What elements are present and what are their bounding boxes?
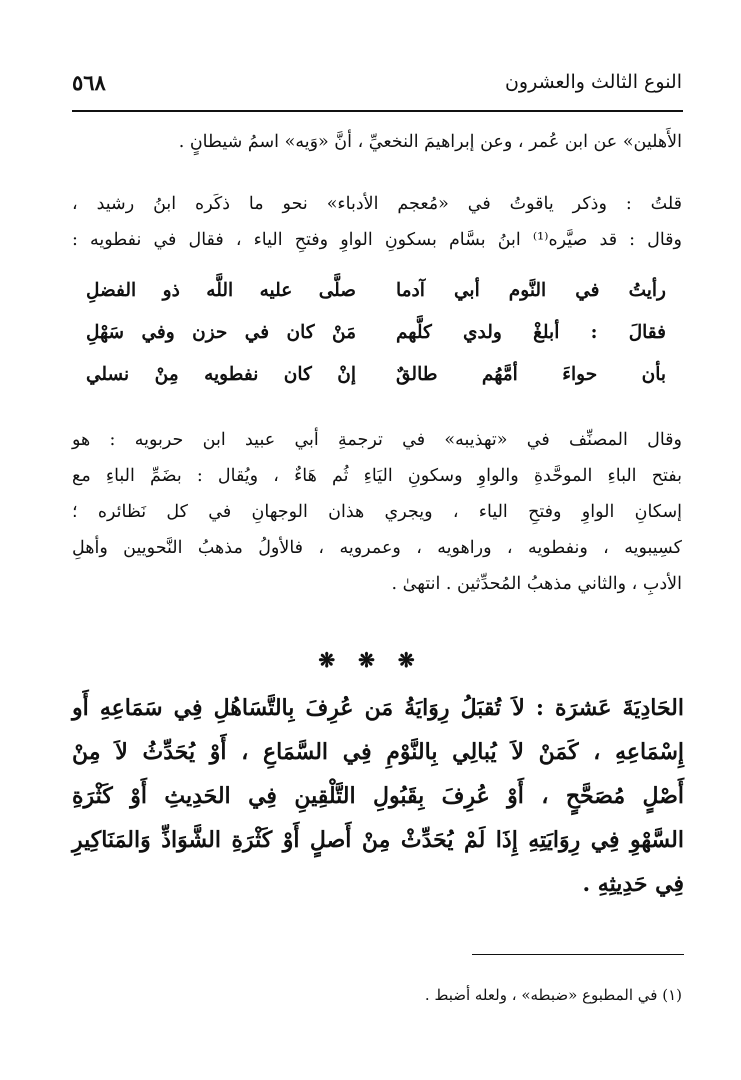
text-line: وقال المصنِّف في «تهذيبه» في ترجمةِ أبي عبيد ابن حربويه : هو	[72, 430, 682, 450]
text-line: كسِيبويه ، ونفطويه ، وراهويه ، وعمرويه ، فالأولُ مذهبُ النَّحويين وأهلِ	[72, 538, 682, 558]
rule-line: إِسْمَاعِهِ ، كَمَنْ لاَ يُبالِي بِالنَّوْمِ فِي السَّمَاعِ ، أَوْ يُحَدِّثُ لاَ مِنْ	[72, 739, 684, 765]
poem-verse	[86, 270, 666, 312]
verse-first-hemistich: فقالَ : أبلغْ ولدي كلَّهم	[396, 322, 666, 343]
text-line: بفتح الباءِ الموحَّدةِ والواوِ وسكونِ اليَاءِ ثُم هَاءٌ ، ويُقال : بضَمِّ الباءِ مع	[72, 466, 682, 486]
poem-verse	[86, 312, 666, 354]
verse-second-hemistich: إنْ كان نفطويه مِنْ نسلي	[86, 364, 356, 385]
text-line: وقال : قد صيَّره⁽¹⁾ ابنُ بسَّام بسكونِ الواوِ وفتحِ الياء ، فقال في نفطويه :	[72, 230, 682, 250]
header-rule	[72, 110, 683, 112]
rule-line: أَصْلٍ مُصَحَّحٍ ، أَوْ عُرِفَ بِقَبُولِ التَّلْقِينِ فِي الحَدِيثِ أَوْ كَثْرَةِ	[72, 783, 684, 809]
section-separator: ❋ ❋ ❋	[318, 648, 423, 672]
text-line: إسكانِ الواوِ وفتحِ الياء ، ويجري هذان الوجهانِ في كل نَظائره ؛	[72, 502, 682, 522]
poem	[86, 270, 666, 396]
poem-verse	[86, 354, 666, 396]
chapter-title: النوع الثالث والعشرون	[504, 71, 682, 93]
verse-first-hemistich: رأيتُ في النَّوم أبي آدما	[396, 280, 666, 301]
text-line: الأدبِ ، والثاني مذهبُ المُحدِّثين . انتهىٰ .	[391, 574, 682, 594]
verse-second-hemistich: مَنْ كان في حزن وفي سَهْلِ	[86, 322, 356, 343]
verse-first-hemistich: بأن حواءَ أمَّهُم طالقٌ	[396, 364, 666, 385]
rule-line: فِي حَدِيثِهِ .	[582, 871, 684, 897]
paragraph-3	[72, 422, 682, 602]
page-number: ٥٦٨	[72, 69, 106, 95]
rule-line: الحَادِيَةَ عَشرَة : لاَ تُقبَلُ رِوَايَةُ مَن عُرِفَ بِالتَّسَاهُلِ فِي سَمَاعِهِ أَو	[72, 695, 684, 721]
paragraph-2	[72, 186, 682, 258]
verse-second-hemistich: صلَّى عليه اللَّه ذو الفضلِ	[86, 280, 356, 301]
rule-line: السَّهْوِ فِي رِوَايَتِهِ إِذَا لَمْ يُحَدِّثْ مِنْ أَصلٍ أَوْ كَثْرَةِ الشَّوَاذِّ وَالمَنَاكِيرِ	[72, 827, 684, 853]
footnote-rule	[472, 954, 684, 955]
text-line: الأَهلين» عن ابن عُمر ، وعن إبراهيمَ النخعيِّ ، أنَّ «وَيه» اسمُ شيطانٍ .	[178, 132, 682, 152]
rule-text	[72, 686, 684, 906]
footnote: (١) في المطبوع «ضبطه» ، ولعله أضبط .	[424, 986, 682, 1004]
text-line: قلتُ : وذكر ياقوتُ في «مُعجم الأدباء» نحو ما ذكَره ابنُ رشيد ،	[72, 194, 682, 214]
page-header	[72, 64, 682, 100]
paragraph-1	[72, 124, 682, 160]
